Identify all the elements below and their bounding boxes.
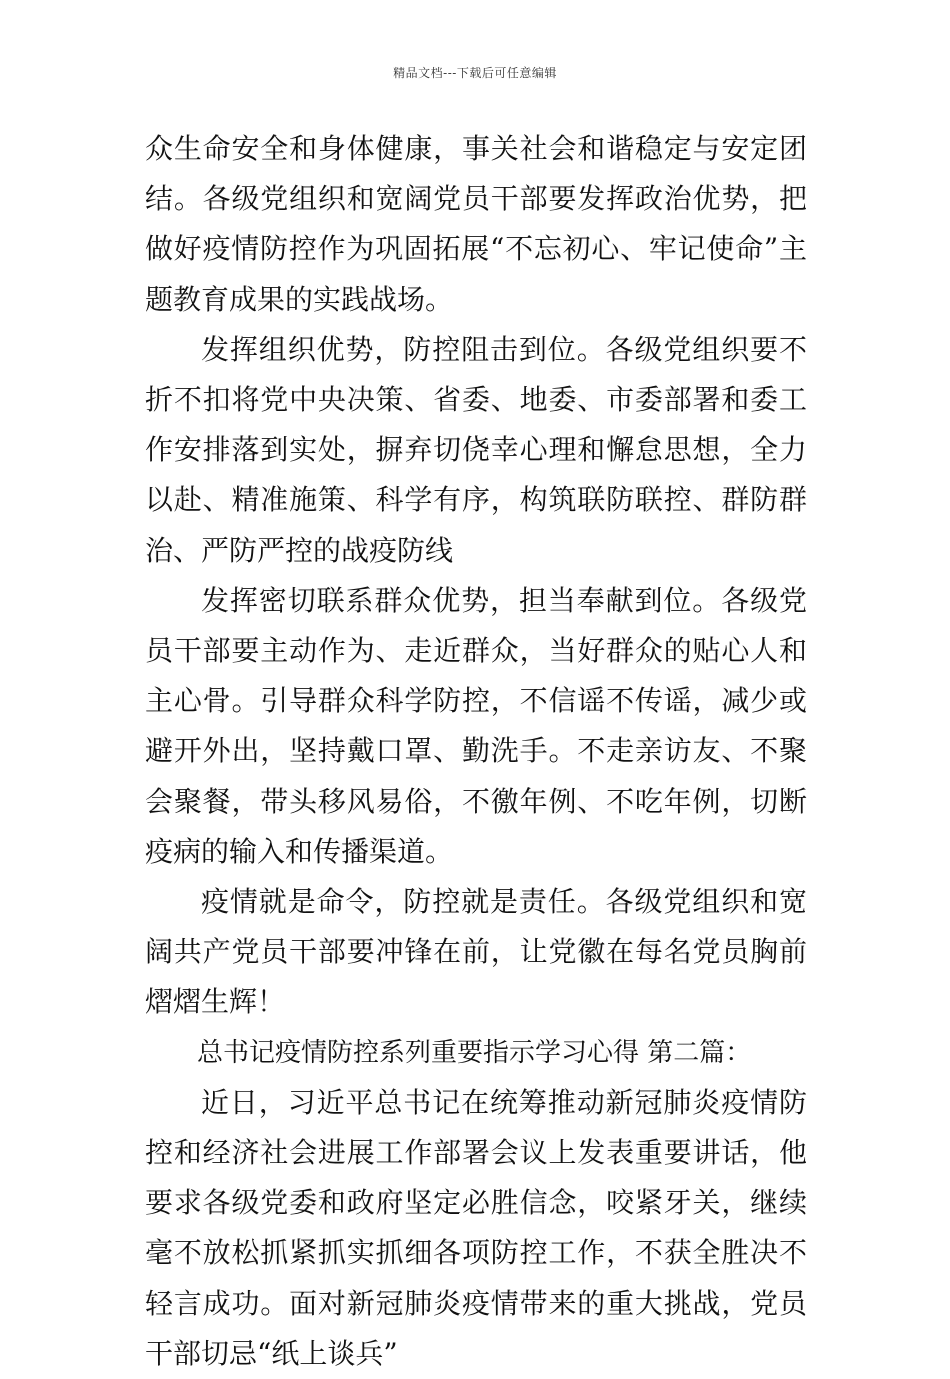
- paragraph-2: 发挥组织优势，防控阻击到位。各级党组织要不折不扣将党中央决策、省委、地委、市委部署和委工作安排落到实处，摒弃切侥幸心理和懈怠思想，全力以赴、精准施策、科学有序，构筑联防联控、群防群治、严防严控的战疫防线: [145, 332, 807, 567]
- paragraph-4: 疫情就是命令，防控就是责任。各级党组织和宽阔共产党员干部要冲锋在前，让党徽在每名党员胸前熠熠生辉！: [145, 885, 807, 1019]
- paragraph-3: 发挥密切联系群众优势，担当奉献到位。各级党员干部要主动作为、走近群众，当好群众的贴心人和主心骨。引导群众科学防控，不信谣不传谣，减少或避开外出，坚持戴口罩、勤洗手。不走亲访友、不聚会聚餐，带头移风易俗，不徼年例、不吃年例，切断疫病的输入和传播渠道。: [145, 583, 807, 868]
- paragraph-1: 众生命安全和身体健康，事关社会和谐稳定与安定团结。各级党组织和宽阔党员干部要发挥政治优势，把做好疫情防控作为巩固拓展“不忘初心、牢记使命”主题教育成果的实践战场。: [145, 132, 807, 316]
- paragraph-5: 近日，习近平总书记在统筹推动新冠肺炎疫情防控和经济社会进展工作部署会议上发表重要讲话，他要求各级党委和政府坚定必胜信念，咬紧牙关，继续毫不放松抓紧抓实抓细各项防控工作，不获全胜决不轻言成功。面对新冠肺炎疫情带来的重大挑战，党员干部切忌“纸上谈兵”: [145, 1085, 807, 1370]
- section-title: 总书记疫情防控系列重要指示学习心得 第二篇：: [197, 1037, 752, 1068]
- document-body: [145, 124, 807, 1379]
- page-header: 精品文档---下载后可任意编辑: [393, 66, 557, 80]
